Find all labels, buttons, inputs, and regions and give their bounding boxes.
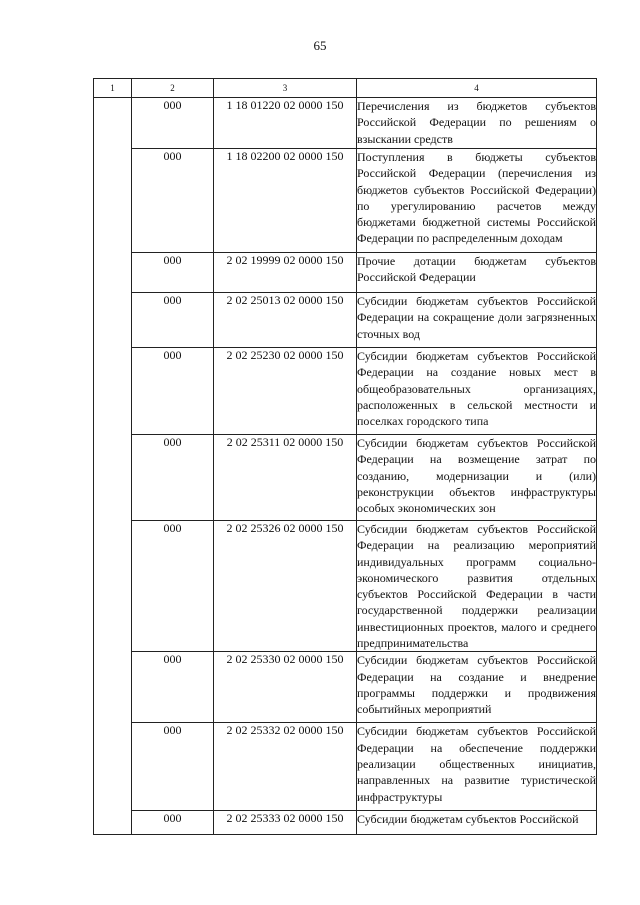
description-cell: Субсидии бюджетам субъектов Российской Федерации на создание и внедрение программы поддержки и продвижения событийных мероприятий bbox=[357, 652, 597, 723]
admin-code-cell: 000 bbox=[132, 652, 214, 723]
admin-code-cell: 000 bbox=[132, 811, 214, 835]
description-cell: Субсидии бюджетам субъектов Российской bbox=[357, 811, 597, 835]
revenue-code-cell: 2 02 25332 02 0000 150 bbox=[214, 723, 357, 811]
revenue-code-cell: 2 02 25333 02 0000 150 bbox=[214, 811, 357, 835]
table-row bbox=[94, 253, 597, 293]
admin-code-cell: 000 bbox=[132, 435, 214, 521]
revenue-code-cell: 2 02 25230 02 0000 150 bbox=[214, 348, 357, 435]
revenue-code-cell: 1 18 02200 02 0000 150 bbox=[214, 149, 357, 253]
revenue-code-cell: 2 02 19999 02 0000 150 bbox=[214, 253, 357, 293]
description-cell: Перечисления из бюджетов субъектов Российской Федерации по решениям о взыскании средств bbox=[357, 98, 597, 149]
description-cell: Субсидии бюджетам субъектов Российской Федерации на сокращение доли загрязненных сточных вод bbox=[357, 293, 597, 348]
admin-code-cell: 000 bbox=[132, 348, 214, 435]
budget-revenue-table bbox=[93, 78, 597, 835]
header-col-1: 1 bbox=[94, 79, 132, 98]
table-row bbox=[94, 811, 597, 835]
admin-code-cell: 000 bbox=[132, 293, 214, 348]
header-col-3: 3 bbox=[214, 79, 357, 98]
table-row bbox=[94, 98, 597, 149]
table-row bbox=[94, 435, 597, 521]
table-header-row bbox=[94, 79, 597, 98]
page-number: 65 bbox=[313, 38, 327, 53]
table-row bbox=[94, 723, 597, 811]
table-row bbox=[94, 149, 597, 253]
description-cell: Субсидии бюджетам субъектов Российской Федерации на реализацию мероприятий индивидуальных программ социально-экономического развития отдельных субъектов Российской Федерации в части государственной поддержки реализации инвестиционных проектов, малого и среднего предпринимательства bbox=[357, 522, 596, 651]
description-cell: Субсидии бюджетам субъектов Российской Федерации на возмещение затрат по созданию, модернизации и (или) реконструкции объектов инфраструктуры особых экономических зон bbox=[357, 435, 597, 521]
table-row bbox=[94, 652, 597, 723]
admin-code-cell: 000 bbox=[132, 98, 214, 149]
admin-code-cell: 000 bbox=[132, 521, 214, 652]
revenue-code-cell: 2 02 25013 02 0000 150 bbox=[214, 293, 357, 348]
description-cell: Субсидии бюджетам субъектов Российской Федерации на создание новых мест в общеобразовательных организациях, расположенных в сельской местности и поселках городского типа bbox=[357, 348, 597, 435]
table-row bbox=[94, 293, 597, 348]
description-cell: Прочие дотации бюджетам субъектов Российской Федерации bbox=[357, 253, 597, 293]
description-cell: Субсидии бюджетам субъектов Российской Федерации на обеспечение поддержки реализации общественных инициатив, направленных на развитие туристической инфраструктуры bbox=[357, 723, 597, 811]
admin-code-cell: 000 bbox=[132, 723, 214, 811]
description-cell: Поступления в бюджеты субъектов Российской Федерации (перечисления из бюджетов субъектов Российской Федерации) по урегулированию расчетов между бюджетами бюджетной системы Российской Федерации по распределенным доходам bbox=[357, 149, 597, 253]
admin-code-cell: 000 bbox=[132, 253, 214, 293]
revenue-code-cell: 2 02 25326 02 0000 150 bbox=[214, 521, 357, 652]
header-col-4: 4 bbox=[357, 79, 597, 98]
revenue-code-cell: 2 02 25330 02 0000 150 bbox=[214, 652, 357, 723]
table-row bbox=[94, 348, 597, 435]
revenue-code-cell: 1 18 01220 02 0000 150 bbox=[214, 98, 357, 149]
table-row bbox=[94, 521, 597, 652]
group-cell bbox=[94, 98, 132, 835]
header-col-2: 2 bbox=[132, 79, 214, 98]
admin-code-cell: 000 bbox=[132, 149, 214, 253]
revenue-code-cell: 2 02 25311 02 0000 150 bbox=[214, 435, 357, 521]
